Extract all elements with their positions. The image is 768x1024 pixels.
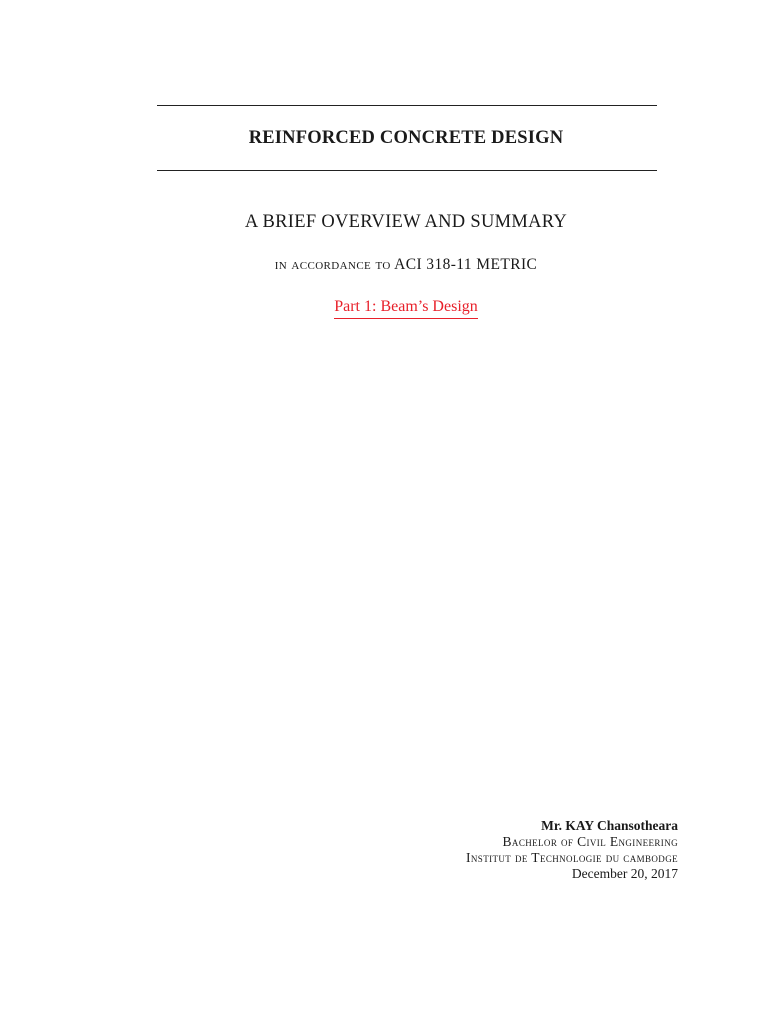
document-date: December 20, 2017	[571, 866, 678, 881]
title-top-rule	[157, 105, 657, 106]
standard-line: in accordance to ACI 318-11 METRIC	[274, 256, 538, 273]
title-bottom-rule	[157, 170, 657, 171]
author-institution: Institut de Technologie du cambodge	[466, 850, 678, 865]
author-name: Mr. KAY Chansotheara	[541, 818, 678, 833]
author-degree: Bachelor of Civil Engineering	[502, 834, 678, 849]
part-heading	[0, 298, 768, 316]
document-title: REINFORCED CONCRETE DESIGN	[248, 128, 564, 148]
part-label: Part 1: Beam’s Design	[334, 298, 478, 319]
author-block	[466, 818, 678, 882]
document-subtitle: A BRIEF OVERVIEW AND SUMMARY	[244, 212, 568, 232]
